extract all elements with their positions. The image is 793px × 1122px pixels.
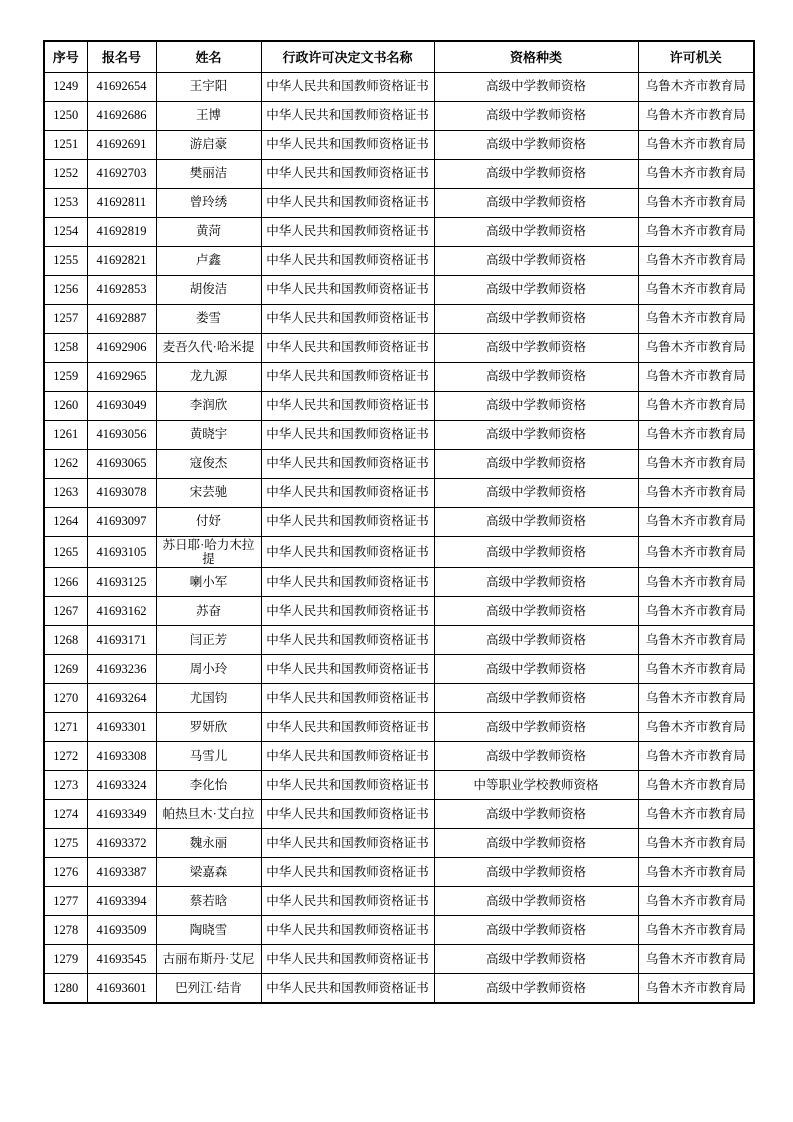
cell-qualification-type: 高级中学教师资格 (434, 217, 638, 246)
cell-registration-number: 41693264 (87, 684, 156, 713)
table-row (44, 159, 754, 188)
cell-registration-number: 41693601 (87, 974, 156, 1003)
cell-registration-number: 41692965 (87, 362, 156, 391)
cell-qualification-type: 高级中学教师资格 (434, 420, 638, 449)
table-row (44, 130, 754, 159)
cell-serial-number: 1262 (44, 449, 87, 478)
cell-registration-number: 41692906 (87, 333, 156, 362)
cell-serial-number: 1266 (44, 568, 87, 597)
cell-document-name: 中华人民共和国教师资格证书 (261, 130, 434, 159)
cell-authority: 乌鲁木齐市教育局 (638, 829, 754, 858)
header-authority: 许可机关 (638, 41, 754, 72)
cell-serial-number: 1253 (44, 188, 87, 217)
cell-name: 龙九源 (156, 362, 261, 391)
cell-document-name: 中华人民共和国教师资格证书 (261, 188, 434, 217)
cell-name: 游启豪 (156, 130, 261, 159)
cell-serial-number: 1280 (44, 974, 87, 1003)
cell-qualification-type: 高级中学教师资格 (434, 684, 638, 713)
cell-name: 梁嘉森 (156, 858, 261, 887)
cell-document-name: 中华人民共和国教师资格证书 (261, 304, 434, 333)
table-row (44, 507, 754, 536)
cell-authority: 乌鲁木齐市教育局 (638, 217, 754, 246)
cell-qualification-type: 高级中学教师资格 (434, 742, 638, 771)
cell-registration-number: 41693125 (87, 568, 156, 597)
cell-document-name: 中华人民共和国教师资格证书 (261, 391, 434, 420)
cell-name: 卢鑫 (156, 246, 261, 275)
cell-document-name: 中华人民共和国教师资格证书 (261, 420, 434, 449)
cell-authority: 乌鲁木齐市教育局 (638, 858, 754, 887)
cell-qualification-type: 高级中学教师资格 (434, 304, 638, 333)
cell-name: 周小玲 (156, 655, 261, 684)
cell-document-name: 中华人民共和国教师资格证书 (261, 771, 434, 800)
cell-serial-number: 1261 (44, 420, 87, 449)
cell-document-name: 中华人民共和国教师资格证书 (261, 974, 434, 1003)
header-document-name: 行政许可决定文书名称 (261, 41, 434, 72)
cell-name: 马雪儿 (156, 742, 261, 771)
cell-document-name: 中华人民共和国教师资格证书 (261, 101, 434, 130)
table-header-row (44, 41, 754, 72)
license-registry-table (43, 40, 755, 1004)
cell-name: 魏永丽 (156, 829, 261, 858)
cell-authority: 乌鲁木齐市教育局 (638, 449, 754, 478)
cell-registration-number: 41693509 (87, 916, 156, 945)
cell-document-name: 中华人民共和国教师资格证书 (261, 275, 434, 304)
cell-authority: 乌鲁木齐市教育局 (638, 713, 754, 742)
cell-document-name: 中华人民共和国教师资格证书 (261, 858, 434, 887)
cell-registration-number: 41693545 (87, 945, 156, 974)
cell-name: 黄菏 (156, 217, 261, 246)
header-qualification-type: 资格种类 (434, 41, 638, 72)
table-row (44, 333, 754, 362)
cell-serial-number: 1251 (44, 130, 87, 159)
cell-registration-number: 41692691 (87, 130, 156, 159)
cell-document-name: 中华人民共和国教师资格证书 (261, 597, 434, 626)
cell-qualification-type: 高级中学教师资格 (434, 536, 638, 568)
cell-name: 古丽布斯丹·艾尼 (156, 945, 261, 974)
cell-name: 蔡若晗 (156, 887, 261, 916)
cell-document-name: 中华人民共和国教师资格证书 (261, 536, 434, 568)
cell-qualification-type: 高级中学教师资格 (434, 101, 638, 130)
cell-authority: 乌鲁木齐市教育局 (638, 916, 754, 945)
table-row (44, 887, 754, 916)
cell-registration-number: 41692887 (87, 304, 156, 333)
cell-serial-number: 1255 (44, 246, 87, 275)
cell-name: 罗妍欣 (156, 713, 261, 742)
cell-qualification-type: 高级中学教师资格 (434, 626, 638, 655)
cell-qualification-type: 高级中学教师资格 (434, 916, 638, 945)
cell-document-name: 中华人民共和国教师资格证书 (261, 333, 434, 362)
cell-qualification-type: 高级中学教师资格 (434, 159, 638, 188)
cell-registration-number: 41693078 (87, 478, 156, 507)
cell-document-name: 中华人民共和国教师资格证书 (261, 626, 434, 655)
cell-name: 樊丽洁 (156, 159, 261, 188)
cell-qualification-type: 高级中学教师资格 (434, 478, 638, 507)
cell-name: 尤国钧 (156, 684, 261, 713)
cell-name: 付妤 (156, 507, 261, 536)
table-row (44, 246, 754, 275)
cell-document-name: 中华人民共和国教师资格证书 (261, 829, 434, 858)
cell-registration-number: 41693387 (87, 858, 156, 887)
cell-name: 胡俊洁 (156, 275, 261, 304)
cell-document-name: 中华人民共和国教师资格证书 (261, 742, 434, 771)
cell-registration-number: 41692819 (87, 217, 156, 246)
cell-serial-number: 1272 (44, 742, 87, 771)
table-row (44, 597, 754, 626)
cell-name: 苏奋 (156, 597, 261, 626)
table-row (44, 478, 754, 507)
cell-serial-number: 1267 (44, 597, 87, 626)
cell-qualification-type: 高级中学教师资格 (434, 72, 638, 101)
cell-qualification-type: 中等职业学校教师资格 (434, 771, 638, 800)
table-row (44, 974, 754, 1003)
cell-qualification-type: 高级中学教师资格 (434, 858, 638, 887)
cell-qualification-type: 高级中学教师资格 (434, 568, 638, 597)
cell-serial-number: 1268 (44, 626, 87, 655)
cell-document-name: 中华人民共和国教师资格证书 (261, 945, 434, 974)
cell-name: 帕热旦木·艾白拉 (156, 800, 261, 829)
cell-qualification-type: 高级中学教师资格 (434, 362, 638, 391)
cell-registration-number: 41693171 (87, 626, 156, 655)
cell-serial-number: 1254 (44, 217, 87, 246)
table-row (44, 217, 754, 246)
table-row (44, 829, 754, 858)
cell-serial-number: 1264 (44, 507, 87, 536)
table-row (44, 626, 754, 655)
table-body (44, 72, 754, 1003)
cell-document-name: 中华人民共和国教师资格证书 (261, 713, 434, 742)
cell-registration-number: 41693105 (87, 536, 156, 568)
table-row (44, 188, 754, 217)
cell-name: 李润欣 (156, 391, 261, 420)
cell-authority: 乌鲁木齐市教育局 (638, 800, 754, 829)
cell-qualification-type: 高级中学教师资格 (434, 974, 638, 1003)
cell-name: 王博 (156, 101, 261, 130)
cell-serial-number: 1252 (44, 159, 87, 188)
cell-document-name: 中华人民共和国教师资格证书 (261, 246, 434, 275)
cell-registration-number: 41693394 (87, 887, 156, 916)
cell-document-name: 中华人民共和国教师资格证书 (261, 449, 434, 478)
cell-qualification-type: 高级中学教师资格 (434, 713, 638, 742)
cell-qualification-type: 高级中学教师资格 (434, 391, 638, 420)
cell-registration-number: 41693324 (87, 771, 156, 800)
header-registration-number: 报名号 (87, 41, 156, 72)
cell-document-name: 中华人民共和国教师资格证书 (261, 916, 434, 945)
cell-authority: 乌鲁木齐市教育局 (638, 246, 754, 275)
cell-registration-number: 41693301 (87, 713, 156, 742)
cell-name: 陶晓雪 (156, 916, 261, 945)
cell-authority: 乌鲁木齐市教育局 (638, 684, 754, 713)
cell-qualification-type: 高级中学教师资格 (434, 275, 638, 304)
table-row (44, 275, 754, 304)
cell-qualification-type: 高级中学教师资格 (434, 449, 638, 478)
cell-name: 王宇阳 (156, 72, 261, 101)
cell-authority: 乌鲁木齐市教育局 (638, 130, 754, 159)
cell-registration-number: 41693349 (87, 800, 156, 829)
cell-registration-number: 41692821 (87, 246, 156, 275)
table-row (44, 800, 754, 829)
cell-serial-number: 1263 (44, 478, 87, 507)
table-row (44, 684, 754, 713)
table-row (44, 568, 754, 597)
cell-serial-number: 1270 (44, 684, 87, 713)
cell-name: 宋芸驰 (156, 478, 261, 507)
cell-serial-number: 1271 (44, 713, 87, 742)
cell-authority: 乌鲁木齐市教育局 (638, 304, 754, 333)
cell-serial-number: 1274 (44, 800, 87, 829)
cell-authority: 乌鲁木齐市教育局 (638, 742, 754, 771)
cell-serial-number: 1273 (44, 771, 87, 800)
cell-qualification-type: 高级中学教师资格 (434, 597, 638, 626)
table-row (44, 655, 754, 684)
table-row (44, 713, 754, 742)
table-row (44, 362, 754, 391)
cell-registration-number: 41693308 (87, 742, 156, 771)
header-name: 姓名 (156, 41, 261, 72)
cell-authority: 乌鲁木齐市教育局 (638, 391, 754, 420)
cell-document-name: 中华人民共和国教师资格证书 (261, 800, 434, 829)
cell-qualification-type: 高级中学教师资格 (434, 655, 638, 684)
cell-registration-number: 41692853 (87, 275, 156, 304)
cell-qualification-type: 高级中学教师资格 (434, 246, 638, 275)
table-row (44, 945, 754, 974)
cell-qualification-type: 高级中学教师资格 (434, 800, 638, 829)
cell-authority: 乌鲁木齐市教育局 (638, 568, 754, 597)
cell-document-name: 中华人民共和国教师资格证书 (261, 362, 434, 391)
cell-serial-number: 1265 (44, 536, 87, 568)
cell-document-name: 中华人民共和国教师资格证书 (261, 72, 434, 101)
cell-name: 黄晓宇 (156, 420, 261, 449)
cell-document-name: 中华人民共和国教师资格证书 (261, 684, 434, 713)
cell-name: 李化怡 (156, 771, 261, 800)
table-row (44, 101, 754, 130)
cell-authority: 乌鲁木齐市教育局 (638, 536, 754, 568)
cell-name: 喇小军 (156, 568, 261, 597)
cell-authority: 乌鲁木齐市教育局 (638, 597, 754, 626)
cell-authority: 乌鲁木齐市教育局 (638, 362, 754, 391)
cell-serial-number: 1276 (44, 858, 87, 887)
cell-registration-number: 41692654 (87, 72, 156, 101)
cell-authority: 乌鲁木齐市教育局 (638, 887, 754, 916)
table-row (44, 916, 754, 945)
cell-qualification-type: 高级中学教师资格 (434, 887, 638, 916)
cell-authority: 乌鲁木齐市教育局 (638, 275, 754, 304)
cell-authority: 乌鲁木齐市教育局 (638, 507, 754, 536)
cell-name: 巴列江·结肯 (156, 974, 261, 1003)
header-serial-number: 序号 (44, 41, 87, 72)
table-row (44, 449, 754, 478)
cell-serial-number: 1256 (44, 275, 87, 304)
cell-registration-number: 41693056 (87, 420, 156, 449)
cell-name: 娄雪 (156, 304, 261, 333)
cell-authority: 乌鲁木齐市教育局 (638, 420, 754, 449)
cell-authority: 乌鲁木齐市教育局 (638, 188, 754, 217)
cell-name: 闫正芳 (156, 626, 261, 655)
cell-serial-number: 1257 (44, 304, 87, 333)
cell-qualification-type: 高级中学教师资格 (434, 130, 638, 159)
cell-document-name: 中华人民共和国教师资格证书 (261, 217, 434, 246)
cell-document-name: 中华人民共和国教师资格证书 (261, 655, 434, 684)
cell-authority: 乌鲁木齐市教育局 (638, 771, 754, 800)
cell-authority: 乌鲁木齐市教育局 (638, 974, 754, 1003)
table-row (44, 304, 754, 333)
cell-name: 麦吾久代·哈米提 (156, 333, 261, 362)
cell-registration-number: 41692686 (87, 101, 156, 130)
cell-document-name: 中华人民共和国教师资格证书 (261, 887, 434, 916)
cell-qualification-type: 高级中学教师资格 (434, 945, 638, 974)
cell-authority: 乌鲁木齐市教育局 (638, 72, 754, 101)
cell-document-name: 中华人民共和国教师资格证书 (261, 568, 434, 597)
cell-qualification-type: 高级中学教师资格 (434, 507, 638, 536)
table-row (44, 420, 754, 449)
cell-name: 寇俊杰 (156, 449, 261, 478)
cell-serial-number: 1249 (44, 72, 87, 101)
cell-registration-number: 41693065 (87, 449, 156, 478)
cell-registration-number: 41693236 (87, 655, 156, 684)
cell-authority: 乌鲁木齐市教育局 (638, 626, 754, 655)
cell-document-name: 中华人民共和国教师资格证书 (261, 159, 434, 188)
cell-serial-number: 1275 (44, 829, 87, 858)
cell-serial-number: 1258 (44, 333, 87, 362)
cell-qualification-type: 高级中学教师资格 (434, 333, 638, 362)
cell-authority: 乌鲁木齐市教育局 (638, 101, 754, 130)
cell-serial-number: 1277 (44, 887, 87, 916)
cell-registration-number: 41693097 (87, 507, 156, 536)
cell-authority: 乌鲁木齐市教育局 (638, 655, 754, 684)
table-row (44, 858, 754, 887)
cell-authority: 乌鲁木齐市教育局 (638, 159, 754, 188)
cell-serial-number: 1260 (44, 391, 87, 420)
cell-document-name: 中华人民共和国教师资格证书 (261, 478, 434, 507)
cell-registration-number: 41693162 (87, 597, 156, 626)
cell-registration-number: 41692811 (87, 188, 156, 217)
cell-registration-number: 41693372 (87, 829, 156, 858)
cell-name: 苏日耶·哈力木拉提 (156, 536, 261, 568)
cell-serial-number: 1279 (44, 945, 87, 974)
cell-name: 曾玲绣 (156, 188, 261, 217)
cell-qualification-type: 高级中学教师资格 (434, 829, 638, 858)
cell-authority: 乌鲁木齐市教育局 (638, 945, 754, 974)
cell-registration-number: 41692703 (87, 159, 156, 188)
cell-serial-number: 1259 (44, 362, 87, 391)
cell-authority: 乌鲁木齐市教育局 (638, 478, 754, 507)
cell-authority: 乌鲁木齐市教育局 (638, 333, 754, 362)
table-row (44, 72, 754, 101)
table-row (44, 391, 754, 420)
cell-qualification-type: 高级中学教师资格 (434, 188, 638, 217)
table-row (44, 771, 754, 800)
cell-serial-number: 1250 (44, 101, 87, 130)
cell-serial-number: 1278 (44, 916, 87, 945)
cell-registration-number: 41693049 (87, 391, 156, 420)
table-row (44, 536, 754, 568)
cell-serial-number: 1269 (44, 655, 87, 684)
cell-document-name: 中华人民共和国教师资格证书 (261, 507, 434, 536)
table-row (44, 742, 754, 771)
